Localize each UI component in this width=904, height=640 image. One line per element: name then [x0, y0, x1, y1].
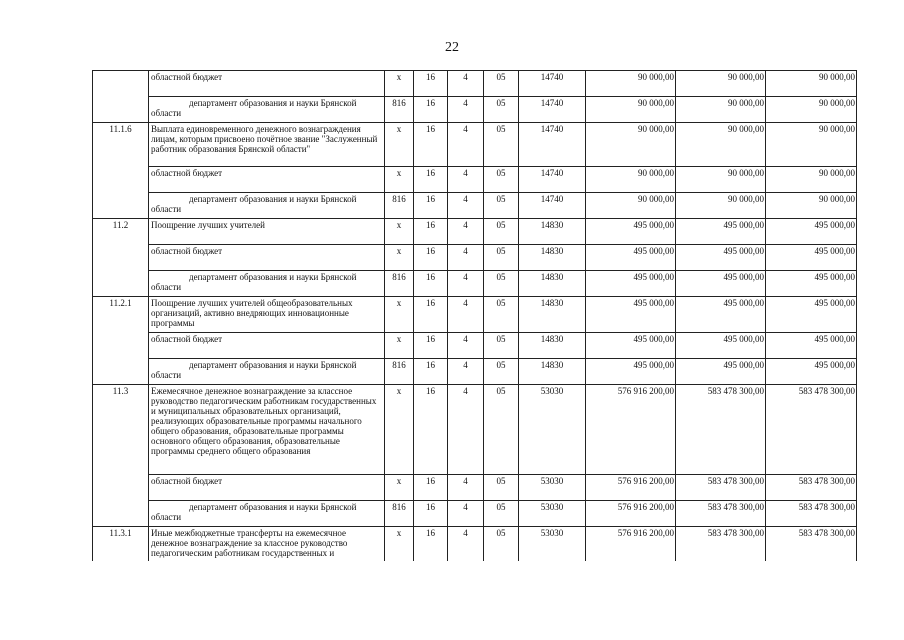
row-subprogram: 05: [484, 297, 519, 333]
row-direction: 14830: [519, 333, 586, 359]
row-amount-year1: 495 000,00: [586, 245, 676, 271]
row-amount-year2: 495 000,00: [676, 271, 766, 297]
row-amount-year3: 583 478 300,00: [766, 501, 857, 527]
row-code: 11.2.1: [93, 297, 149, 333]
row-admin-code: 816: [385, 501, 414, 527]
row-amount-year1: 495 000,00: [586, 359, 676, 385]
row-section: 16: [414, 71, 448, 97]
row-section: 16: [414, 333, 448, 359]
row-amount-year3: 495 000,00: [766, 271, 857, 297]
row-subprogram: 05: [484, 271, 519, 297]
row-amount-year2: 583 478 300,00: [676, 385, 766, 475]
row-amount-year3: 90 000,00: [766, 193, 857, 219]
row-subprogram: 05: [484, 71, 519, 97]
row-amount-year1: 90 000,00: [586, 167, 676, 193]
row-amount-year3: 495 000,00: [766, 219, 857, 245]
row-admin-code: 816: [385, 193, 414, 219]
row-subprogram: 05: [484, 359, 519, 385]
row-subprogram: 05: [484, 333, 519, 359]
row-amount-year1: 90 000,00: [586, 71, 676, 97]
row-direction: 53030: [519, 475, 586, 501]
row-code: [93, 167, 149, 193]
row-subsection: 4: [448, 97, 484, 123]
row-amount-year3: 90 000,00: [766, 71, 857, 97]
row-amount-year2: 90 000,00: [676, 193, 766, 219]
row-section: 16: [414, 167, 448, 193]
row-direction: 14830: [519, 219, 586, 245]
row-subsection: 4: [448, 475, 484, 501]
row-subprogram: 05: [484, 245, 519, 271]
row-subsection: 4: [448, 167, 484, 193]
row-amount-year1: 495 000,00: [586, 333, 676, 359]
row-code: [93, 193, 149, 219]
row-admin-code: 816: [385, 359, 414, 385]
row-amount-year2: 583 478 300,00: [676, 501, 766, 527]
row-amount-year2: 583 478 300,00: [676, 527, 766, 561]
row-amount-year1: 576 916 200,00: [586, 501, 676, 527]
row-amount-year2: 90 000,00: [676, 71, 766, 97]
row-section: 16: [414, 219, 448, 245]
row-admin-code: x: [385, 245, 414, 271]
row-admin-code: 816: [385, 97, 414, 123]
row-subsection: 4: [448, 527, 484, 561]
row-admin-code: x: [385, 123, 414, 167]
row-description: Поощрение лучших учителей общеобразовательных организаций, активно внедряющих инновационные программы: [149, 297, 385, 333]
row-amount-year1: 495 000,00: [586, 271, 676, 297]
row-amount-year3: 495 000,00: [766, 245, 857, 271]
row-subsection: 4: [448, 385, 484, 475]
table-row: [93, 71, 857, 97]
table-row: [93, 527, 857, 561]
row-admin-code: x: [385, 71, 414, 97]
row-description: департамент образования и науки Брянской области: [149, 271, 385, 297]
row-description: департамент образования и науки Брянской области: [149, 193, 385, 219]
row-section: 16: [414, 501, 448, 527]
row-direction: 53030: [519, 385, 586, 475]
table-row: [93, 297, 857, 333]
row-section: 16: [414, 297, 448, 333]
row-description: департамент образования и науки Брянской области: [149, 359, 385, 385]
row-admin-code: x: [385, 333, 414, 359]
row-direction: 14740: [519, 97, 586, 123]
row-amount-year3: 90 000,00: [766, 167, 857, 193]
row-section: 16: [414, 193, 448, 219]
table-row: [93, 245, 857, 271]
row-direction: 14740: [519, 193, 586, 219]
row-code: [93, 475, 149, 501]
row-subprogram: 05: [484, 527, 519, 561]
row-subprogram: 05: [484, 219, 519, 245]
row-code: [93, 271, 149, 297]
row-code: 11.3.1: [93, 527, 149, 561]
row-amount-year1: 90 000,00: [586, 97, 676, 123]
row-direction: 14740: [519, 123, 586, 167]
row-subprogram: 05: [484, 475, 519, 501]
page-number: 22: [445, 40, 459, 55]
table-row: [93, 219, 857, 245]
row-admin-code: x: [385, 527, 414, 561]
table-row: [93, 271, 857, 297]
row-subprogram: 05: [484, 385, 519, 475]
row-description: Поощрение лучших учителей: [149, 219, 385, 245]
row-amount-year1: 576 916 200,00: [586, 475, 676, 501]
budget-table: [92, 70, 857, 561]
row-code: 11.1.6: [93, 123, 149, 167]
row-subsection: 4: [448, 359, 484, 385]
row-subsection: 4: [448, 219, 484, 245]
table-row: [93, 359, 857, 385]
row-amount-year2: 90 000,00: [676, 167, 766, 193]
row-code: [93, 501, 149, 527]
row-amount-year1: 495 000,00: [586, 219, 676, 245]
row-description: Выплата единовременного денежного вознаграждения лицам, которым присвоено почётное звание "Заслуженный работник образования Брянской области": [149, 123, 385, 167]
row-admin-code: x: [385, 219, 414, 245]
row-subprogram: 05: [484, 193, 519, 219]
row-code: [93, 97, 149, 123]
row-code: 11.2: [93, 219, 149, 245]
row-code: [93, 71, 149, 97]
row-description: областной бюджет: [149, 167, 385, 193]
row-section: 16: [414, 245, 448, 271]
row-amount-year2: 90 000,00: [676, 123, 766, 167]
row-description: областной бюджет: [149, 71, 385, 97]
row-amount-year2: 495 000,00: [676, 219, 766, 245]
row-admin-code: x: [385, 385, 414, 475]
row-direction: 53030: [519, 527, 586, 561]
row-direction: 14830: [519, 359, 586, 385]
row-direction: 14830: [519, 297, 586, 333]
row-amount-year3: 495 000,00: [766, 297, 857, 333]
row-amount-year3: 583 478 300,00: [766, 527, 857, 561]
row-subprogram: 05: [484, 501, 519, 527]
row-amount-year2: 495 000,00: [676, 359, 766, 385]
row-section: 16: [414, 97, 448, 123]
row-subprogram: 05: [484, 97, 519, 123]
table-row: [93, 385, 857, 475]
row-subsection: 4: [448, 123, 484, 167]
row-amount-year1: 495 000,00: [586, 297, 676, 333]
row-amount-year3: 495 000,00: [766, 359, 857, 385]
row-subsection: 4: [448, 71, 484, 97]
row-subsection: 4: [448, 501, 484, 527]
row-amount-year1: 576 916 200,00: [586, 385, 676, 475]
row-amount-year2: 495 000,00: [676, 297, 766, 333]
row-direction: 14830: [519, 271, 586, 297]
row-subsection: 4: [448, 297, 484, 333]
row-amount-year1: 90 000,00: [586, 193, 676, 219]
table-row: [93, 167, 857, 193]
row-code: [93, 359, 149, 385]
row-amount-year3: 583 478 300,00: [766, 385, 857, 475]
row-description: департамент образования и науки Брянской области: [149, 97, 385, 123]
row-amount-year2: 495 000,00: [676, 245, 766, 271]
row-description: департамент образования и науки Брянской области: [149, 501, 385, 527]
row-amount-year2: 90 000,00: [676, 97, 766, 123]
row-subsection: 4: [448, 271, 484, 297]
row-amount-year3: 90 000,00: [766, 97, 857, 123]
row-section: 16: [414, 271, 448, 297]
row-direction: 14740: [519, 71, 586, 97]
row-description: областной бюджет: [149, 245, 385, 271]
row-subsection: 4: [448, 193, 484, 219]
row-subprogram: 05: [484, 123, 519, 167]
table-row: [93, 97, 857, 123]
table-row: [93, 475, 857, 501]
row-amount-year3: 90 000,00: [766, 123, 857, 167]
row-code: [93, 245, 149, 271]
row-description: Ежемесячное денежное вознаграждение за классное руководство педагогическим работникам государственных и муниципальных образовательных организаций, реализующих образовательные программы начального общего образования, образовательные программы основного общего образования, образовательные программы среднего общего образования: [149, 385, 385, 475]
row-amount-year1: 576 916 200,00: [586, 527, 676, 561]
table-row: [93, 501, 857, 527]
row-amount-year3: 495 000,00: [766, 333, 857, 359]
row-admin-code: x: [385, 167, 414, 193]
row-code: 11.3: [93, 385, 149, 475]
row-subprogram: 05: [484, 167, 519, 193]
row-amount-year2: 583 478 300,00: [676, 475, 766, 501]
row-code: [93, 333, 149, 359]
row-direction: 14740: [519, 167, 586, 193]
row-subsection: 4: [448, 333, 484, 359]
row-description: областной бюджет: [149, 333, 385, 359]
row-subsection: 4: [448, 245, 484, 271]
table-row: [93, 193, 857, 219]
table-row: [93, 333, 857, 359]
row-description: Иные межбюджетные трансферты на ежемесячное денежное вознаграждение за классное руководство педагогическим работникам государственных и: [149, 527, 385, 561]
row-section: 16: [414, 385, 448, 475]
row-admin-code: x: [385, 297, 414, 333]
row-direction: 14830: [519, 245, 586, 271]
row-admin-code: 816: [385, 271, 414, 297]
row-section: 16: [414, 475, 448, 501]
table-row: [93, 123, 857, 167]
row-amount-year1: 90 000,00: [586, 123, 676, 167]
row-direction: 53030: [519, 501, 586, 527]
row-amount-year2: 495 000,00: [676, 333, 766, 359]
row-section: 16: [414, 123, 448, 167]
row-section: 16: [414, 527, 448, 561]
row-section: 16: [414, 359, 448, 385]
row-admin-code: x: [385, 475, 414, 501]
row-description: областной бюджет: [149, 475, 385, 501]
row-amount-year3: 583 478 300,00: [766, 475, 857, 501]
